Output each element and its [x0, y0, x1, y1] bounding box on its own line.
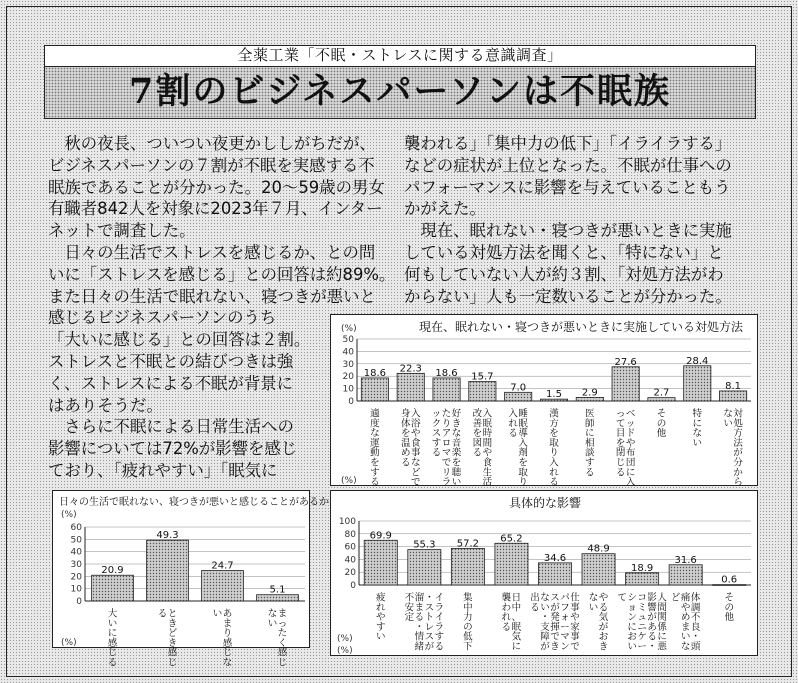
- y-tick-label: 40: [344, 555, 356, 566]
- y-tick-label: 40: [342, 347, 354, 358]
- body-left-line: ビジネスパーソンの７割が不眠を実感する不: [48, 155, 375, 175]
- y-tick-label: 50: [70, 535, 82, 546]
- bar: [92, 575, 134, 601]
- bar: [397, 373, 424, 401]
- category-label: 体調不良・頭痛やめまいなど: [670, 592, 701, 653]
- y-tick-label: 0: [76, 597, 82, 607]
- body-left-line: さらに不眠による日常生活への: [48, 417, 294, 437]
- category-label: 日中、眠気に襲われる: [501, 592, 522, 653]
- body-right-line: などの症状が上位となった。不眠が仕事への: [404, 155, 732, 175]
- body-left-line: ネットで調査した。: [48, 221, 196, 241]
- category-label: やる気がおきない: [588, 592, 609, 653]
- bar-value-label: 55.3: [413, 539, 436, 551]
- chart-concrete-effects-svg: [331, 491, 759, 657]
- category-label: 大いに感じる: [107, 608, 118, 669]
- bar: [612, 367, 639, 401]
- category-label: 睡眠導入剤を取り入れる: [508, 408, 528, 489]
- body-right-line: かがえた。: [404, 199, 486, 219]
- body-left-line: く、ストレスによる不眠が背景に: [48, 373, 294, 393]
- y-tick-label: 50: [342, 335, 354, 345]
- article-headline: 7割のビジネスパーソンは不眠族: [44, 67, 756, 119]
- unit-label-bottom: (%): [61, 638, 77, 648]
- chart-coping-methods-svg: [331, 315, 759, 487]
- bar-value-label: 24.7: [211, 560, 234, 572]
- bar: [451, 548, 484, 585]
- bar-value-label: 18.6: [435, 367, 458, 379]
- body-right-line: 現在、眠れない・寝つきが悪いときに実施: [404, 221, 732, 241]
- y-tick-label: 60: [70, 523, 82, 533]
- unit-label-bottom: (%): [337, 646, 353, 656]
- chart-concrete-effects: [330, 490, 758, 656]
- body-left-line: 影響については72%が影響を感じ: [48, 439, 298, 459]
- category-label: 入眠時間や食生活改善を図る: [472, 408, 493, 489]
- bar-value-label: 18.6: [363, 367, 387, 379]
- bar-value-label: 18.9: [630, 562, 654, 574]
- y-tick-label: 40: [70, 547, 82, 558]
- category-label: 仕事や家事でパフォーマンスが発揮できない・支障が出る: [530, 592, 580, 653]
- bar-value-label: 20.9: [101, 565, 124, 577]
- category-label: ときどき感じる: [157, 608, 178, 669]
- body-left-line: 「大いに感じる」との回答は２割。: [48, 330, 311, 350]
- chart-sleep-difficulty-svg: [53, 491, 329, 669]
- unit-label-bottom: (%): [341, 476, 357, 486]
- category-label: 集中力の低下: [463, 592, 473, 653]
- bar-value-label: 15.7: [471, 371, 494, 383]
- y-tick-label: 100: [338, 517, 356, 527]
- bar-value-label: 49.3: [156, 530, 179, 542]
- chart-coping-methods: [330, 314, 758, 489]
- bar: [433, 378, 460, 401]
- y-tick-label: 30: [342, 359, 354, 370]
- body-left-line: はありそうだ。: [48, 395, 163, 415]
- category-label: イライラする・ストレスが溜まる・情緒不安定: [404, 592, 445, 653]
- bar: [364, 540, 397, 585]
- y-tick-label: 60: [344, 542, 356, 553]
- chart-title: 日々の生活で眠れない、寝つきが悪いと感じることがあるか: [59, 497, 329, 508]
- body-left-line: また日々の生活で眠れない、寝つきが悪いと: [48, 286, 376, 306]
- category-label: まったく感じない: [267, 608, 288, 669]
- category-label: 医師に相談する: [585, 408, 595, 479]
- bar-value-label: 8.1: [725, 380, 742, 392]
- bar-value-label: 48.9: [587, 543, 610, 555]
- category-label: 好きな音楽を聴いたりアロマでリラックスする: [431, 408, 462, 489]
- bar-value-label: 34.6: [543, 552, 567, 564]
- chart-title: 具体的な影響: [508, 496, 582, 510]
- y-tick-label: 20: [344, 568, 356, 579]
- y-tick-label: 20: [342, 372, 354, 383]
- y-tick-label: 10: [70, 584, 82, 595]
- y-tick-label: 0: [348, 397, 354, 407]
- y-tick-label: 20: [70, 572, 82, 583]
- body-right-line: 襲われる」「集中力の低下」「イライラする」: [404, 134, 732, 153]
- bar: [719, 391, 746, 401]
- category-label: 特にない: [692, 408, 703, 449]
- bar: [495, 543, 528, 585]
- body-right-line: 何もしていない人が約３割、「対処方法がわ: [404, 264, 724, 284]
- category-label: 入浴や食事などで身体を温める: [400, 408, 421, 489]
- bar-value-label: 2.9: [581, 387, 598, 399]
- category-label: 対処方法が分からない: [723, 408, 743, 489]
- unit-label: (%): [341, 324, 357, 334]
- bar: [469, 382, 496, 401]
- y-tick-label: 0: [350, 581, 356, 591]
- bar-value-label: 2.7: [653, 387, 670, 399]
- body-right-line: パフォーマンスに影響を与えていることもう: [404, 177, 731, 197]
- category-label: あまり感じない: [212, 608, 233, 669]
- category-label: その他: [724, 592, 734, 624]
- bar-value-label: 28.4: [686, 355, 709, 367]
- body-left-line: ており、「疲れやすい」「眠気に: [48, 460, 278, 480]
- bar: [626, 573, 659, 585]
- bar-value-label: 31.6: [674, 554, 697, 566]
- unit-label: (%): [61, 510, 77, 520]
- body-left-line: 日々の生活でストレスを感じるか、との問: [48, 242, 376, 262]
- bar-value-label: 5.1: [269, 584, 286, 596]
- category-label: 適度な運動をする: [370, 408, 380, 489]
- body-left-line: いに「ストレスを感じる」との回答は約89%。: [48, 264, 396, 284]
- bar-value-label: 0.6: [721, 574, 738, 586]
- article-body-right: [404, 133, 732, 307]
- body-right-line: している対処方法を聞くと、「特にない」と: [404, 242, 724, 262]
- category-label: 漢方を取り入れる: [549, 408, 559, 489]
- bar-value-label: 22.3: [399, 363, 422, 375]
- article-subtitle: 全薬工業「不眠・ストレスに関する意識調査」: [44, 45, 756, 67]
- y-tick-label: 10: [342, 384, 354, 395]
- chart-sleep-difficulty: [52, 490, 329, 669]
- y-tick-label: 30: [70, 560, 82, 570]
- bar-value-label: 65.2: [500, 533, 523, 545]
- body-right-line: からない」人も一定数いることが分かった。: [404, 286, 732, 306]
- bar: [538, 563, 571, 585]
- bar: [684, 366, 711, 401]
- body-left-line: 感じるビジネスパーソンのうち: [48, 308, 277, 328]
- body-left-line: ストレスと不眠との結びつきは強: [48, 351, 294, 371]
- bar: [582, 554, 615, 585]
- category-label: 人間関係に悪影響がある・コミュニケーションにおいて: [617, 592, 667, 653]
- bar: [408, 550, 441, 585]
- bar: [505, 392, 532, 401]
- category-label: 疲れやすい: [376, 592, 386, 643]
- bar: [147, 540, 189, 601]
- bar: [361, 378, 388, 401]
- unit-label: (%): [337, 634, 353, 644]
- category-label: ベッドや布団に入って目を閉じる: [615, 408, 636, 489]
- y-tick-label: 80: [344, 529, 356, 540]
- bar-value-label: 1.5: [546, 389, 562, 401]
- body-left-line: 有職者842人を対象に2023年７月、インター: [48, 199, 383, 219]
- bar-value-label: 27.6: [614, 356, 637, 368]
- body-left-line: 眠族であることが分かった。20～59歳の男女: [48, 177, 385, 197]
- bar: [669, 565, 702, 585]
- bar-value-label: 69.9: [369, 530, 392, 542]
- bar: [202, 571, 244, 601]
- body-left-line: 秋の夜長、ついつい夜更かししがちだが、: [48, 134, 376, 153]
- category-label: その他: [656, 408, 667, 440]
- chart-title: 現在、眠れない・寝つきが悪いときに実施している対処方法: [418, 320, 744, 334]
- bar-value-label: 57.2: [456, 538, 480, 550]
- bar-value-label: 7.0: [510, 382, 527, 394]
